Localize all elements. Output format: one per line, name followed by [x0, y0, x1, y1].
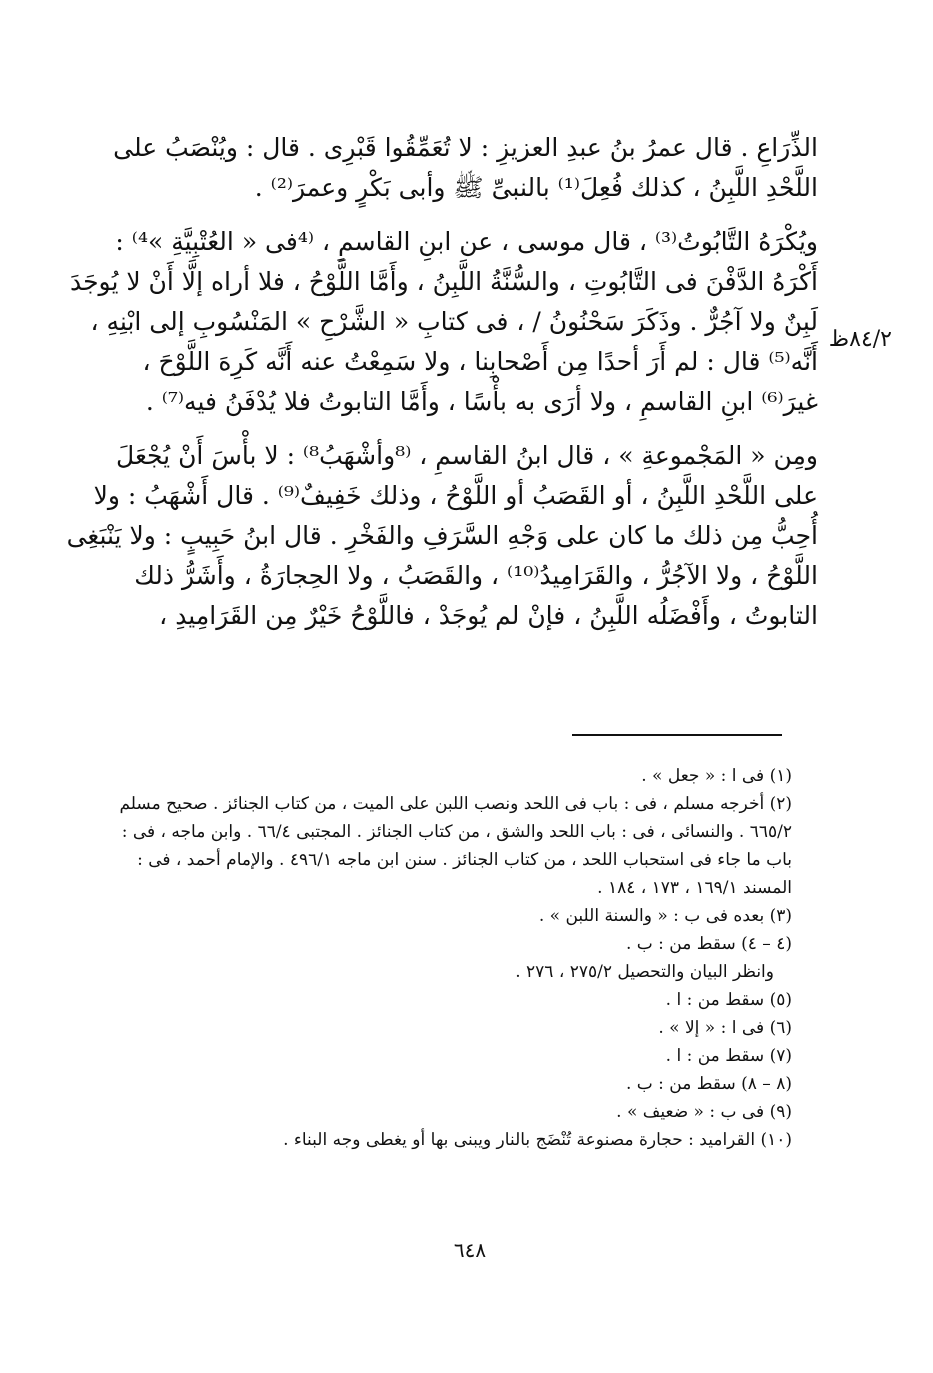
main-text-line: ويُكْرَهُ التَّابُوتُ⁽³⁾ ، قال موسى ، عن ابنِ القاسمِ ، ⁽⁴فى « العُتْبِيَّةِ »⁴⁾ : — [115, 227, 818, 256]
footnote-line: (١٠) القراميد : حجارة مصنوعة تُنْضَج بالنار ويبنى بها أو يغطى وجه البناء . — [283, 1130, 792, 1150]
main-text-line: الذِّرَاعِ . قال عمرُ بنُ عبدِ العزيزِ : لا تُعَمِّقُوا قَبْرِى . قال : ويُنْصَبُ على — [113, 133, 818, 162]
main-text-line: أَكْرَهُ الدَّفْنَ فى التَّابُوتِ ، والسُّنَّةُ اللَّبِنُ ، وأَمَّا اللَّوْحُ ، فلا أراه إلَّا أَنْ لا يُوجَدَ — [69, 267, 818, 296]
footnote-line: (٦) فى ا : « إلا » . — [658, 1018, 792, 1038]
footnote-line: ٦٦٥/٢ . والنسائى ، فى : باب اللحد والشق ، من كتاب الجنائز . المجتبى ٦٦/٤ . وابن ماجه ، فى : — [121, 822, 792, 842]
footnote-line: (٢) أخرجه مسلم ، فى : باب فى اللحد ونصب اللبن على الميت ، من كتاب الجنائز . صحيح مسلم — [119, 794, 792, 814]
main-text-line: أُحِبُّ مِن ذلك ما كان على وَجْهِ السَّرَفِ والفَخْرِ . قال ابنُ حَبِيبٍ : ولا يَنْبَغِى — [66, 521, 818, 550]
footnote-line: (٧) سقط من : ا . — [665, 1046, 792, 1066]
main-text-line: ومِن « المَجْموعةِ » ، قال ابنُ القاسمِ ، ⁽⁸وأشْهَبُ⁸⁾ : لا بأْسَ أَنْ يُجْعَلَ — [116, 441, 818, 470]
main-text-line: على اللَّحْدِ اللَّبِنُ ، أو القَصَبُ أو اللَّوْحُ ، وذلك خَفِيفٌ⁽⁹⁾ . قال أَشْهَبُ : ولا — [93, 481, 818, 510]
footnote-line: (٥) سقط من : ا . — [665, 990, 792, 1010]
main-text-line: التابوتُ ، وأَفْضَلُه اللَّبِنُ ، فإنْ لم يُوجَدْ ، فاللَّوْحُ خَيْرٌ مِن القَرَامِيدِ ، — [159, 601, 818, 630]
main-text-line: أَنَّه⁽⁵⁾ قال : لم أَرَ أحدًا مِن أَصْحابِنا ، ولا سَمِعْتُ عنه أَنَّه كَرِهَ اللَّوْحَ ، — [142, 347, 818, 376]
main-text-line: غيرَ⁽⁶⁾ ابنِ القاسمِ ، ولا أرَى به بأْسًا ، وأَمَّا التابوتُ فلا يُدْفَنُ فيه⁽⁷⁾ . — [145, 387, 818, 416]
footnote-line: (٣) بعده فى ب : « والسنة اللبن » . — [538, 906, 792, 926]
footnote-line: (٩) فى ب : « ضعيف » . — [616, 1102, 792, 1122]
footnote-line: (٨ – ٨) سقط من : ب . — [625, 1074, 792, 1094]
main-text-block — [66, 128, 818, 636]
main-text-line: اللَّوْحُ ، ولا الآجُرُّ ، والقَرَامِيدُ⁽¹⁰⁾ ، والقَصَبُ ، ولا الحِجارَةُ ، وأَشَرُّ ذلك — [134, 561, 818, 590]
footnote-line: (٤ – ٤) سقط من : ب . — [625, 934, 792, 954]
main-text-line: لَبِنٌ ولا آجُرٌّ . وذَكَرَ سَحْنُونُ / ، فى كتابِ « الشَّرْحِ » المَنْسُوبِ إلى ابْنِهِ ، — [90, 307, 818, 336]
paragraph-gap — [118, 208, 818, 222]
footnote-separator-rule — [572, 734, 782, 736]
footnote-line: وانظر البيان والتحصيل ٢٧٥/٢ ، ٢٧٦ . — [515, 962, 774, 982]
page-number: ٦٤٨ — [453, 1238, 487, 1262]
footnotes-block — [116, 762, 792, 1154]
footnote-line: (١) فى ا : « جعل » . — [641, 766, 792, 786]
footnote-line: المسند ١٦٩/١ ، ١٧٣ ، ١٨٤ . — [597, 878, 792, 898]
paragraph-gap — [118, 422, 818, 436]
margin-folio-note: ٨٤/٢ظ — [828, 327, 892, 352]
footnote-line: باب ما جاء فى استحباب اللحد ، من كتاب الجنائز . سنن ابن ماجه ٤٩٦/١ . والإمام أحمد ، فى : — [137, 850, 792, 870]
main-text-line: اللَّحْدِ اللَّبِنُ ، كذلك فُعِلَ⁽¹⁾ بالنبىِّ ﷺ وأبى بَكْرٍ وعمرَ⁽²⁾ . — [254, 173, 818, 202]
